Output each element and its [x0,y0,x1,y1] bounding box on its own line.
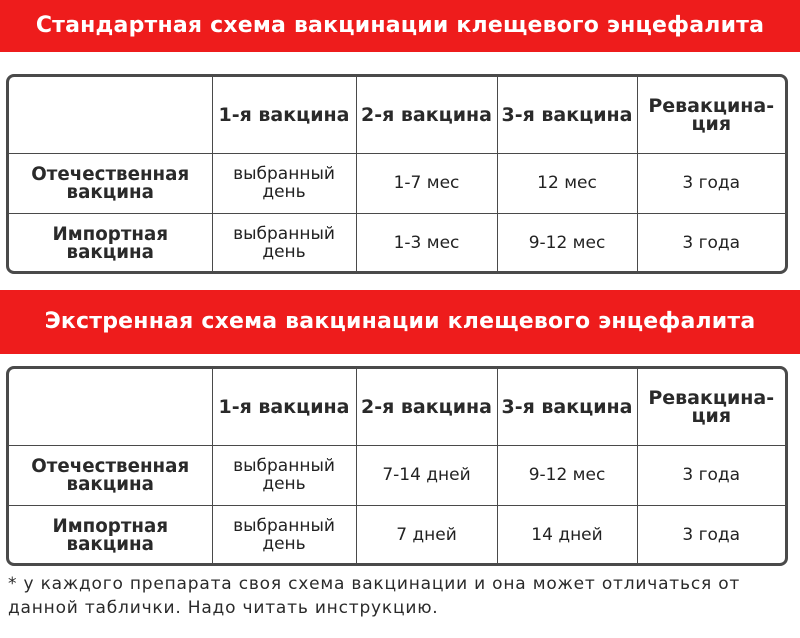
cell-revaccination: 3 года [637,445,785,505]
table-row [9,505,785,565]
cell-third-dose: 12 мес [497,153,637,213]
cell-first-dose: выбранный день [212,213,356,273]
header-second-vaccine: 2-я вакцина [356,369,497,445]
emergency-scheme-table [6,366,788,566]
cell-first-dose: выбранный день [212,445,356,505]
header-second-vaccine: 2-я вакцина [356,77,497,153]
cell-revaccination: 3 года [637,153,785,213]
footnote: * у каждого препарата своя схема вакцинации и она может отличаться от данной таблички. Надо читать инструкцию. [8,574,741,618]
standard-scheme-title: Стандартная схема вакцинации клещевого энцефалита [0,0,800,52]
header-revaccination: Ревакцина-ция [637,77,785,153]
cell-second-dose: 1-3 мес [356,213,497,273]
standard-scheme-table [6,74,788,274]
cell-revaccination: 3 года [637,213,785,273]
table-header-row [9,369,785,445]
header-corner-cell [9,77,212,153]
cell-first-dose: выбранный день [212,153,356,213]
header-first-vaccine: 1-я вакцина [212,369,356,445]
table-row [9,153,785,213]
header-third-vaccine: 3-я вакцина [497,77,637,153]
table-row [9,445,785,505]
cell-second-dose: 1-7 мес [356,153,497,213]
emergency-scheme-title: Экстренная схема вакцинации клещевого энцефалита [0,290,800,354]
header-first-vaccine: 1-я вакцина [212,77,356,153]
cell-second-dose: 7-14 дней [356,445,497,505]
row-label-domestic: Отечественная вакцина [9,153,212,213]
row-label-domestic: Отечественная вакцина [9,445,212,505]
header-third-vaccine: 3-я вакцина [497,369,637,445]
cell-third-dose: 9-12 мес [497,445,637,505]
cell-third-dose: 9-12 мес [497,213,637,273]
cell-revaccination: 3 года [637,505,785,565]
row-label-imported: Импортная вакцина [9,213,212,273]
cell-third-dose: 14 дней [497,505,637,565]
cell-second-dose: 7 дней [356,505,497,565]
table-header-row [9,77,785,153]
header-revaccination: Ревакцина-ция [637,369,785,445]
row-label-imported: Импортная вакцина [9,505,212,565]
cell-first-dose: выбранный день [212,505,356,565]
table-row [9,213,785,273]
header-corner-cell [9,369,212,445]
